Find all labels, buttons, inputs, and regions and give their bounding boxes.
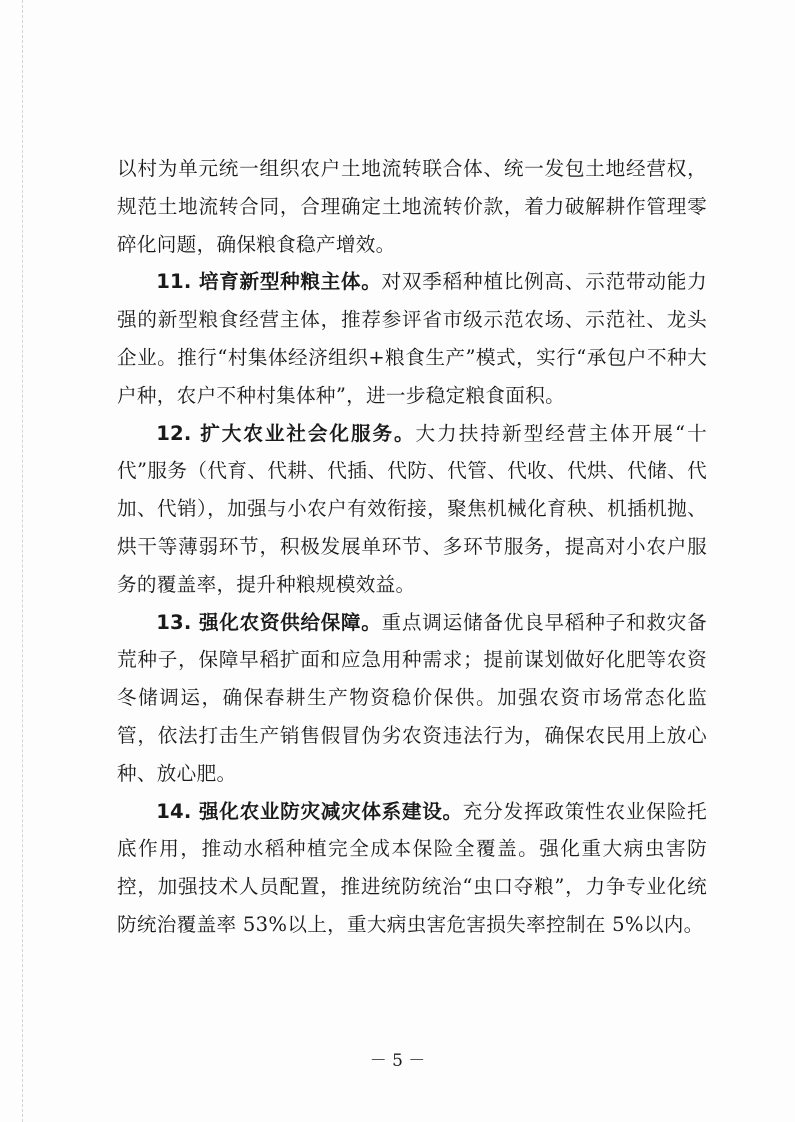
paragraph-text: 对双季稻种植比例高、示范带动能力强的新型粮食经营主体，推荐参评省市级示范农场、示范社、龙头企业。推行“村集体经济组织+粮食生产”模式，实行“承包户不种大户种，农户不种村集体种”，进一步稳定粮食面积。 bbox=[117, 270, 707, 407]
paragraph-continuation bbox=[117, 150, 707, 263]
paragraph-item-14 bbox=[117, 793, 707, 944]
paragraph-item-12 bbox=[117, 415, 707, 604]
paragraph-heading: 13. 强化农资供给保障。 bbox=[156, 610, 382, 634]
paragraph-heading: 11. 培育新型种粮主体。 bbox=[156, 270, 382, 294]
paragraph-text: 大力扶持新型经营主体开展“十代”服务（代育、代耕、代插、代防、代管、代收、代烘、代储、代加、代销），加强与小农户有效衔接，聚焦机械化育秧、机插机抛、烘干等薄弱环节，积极发展单环节、多环节服务，提高对小农户服务的覆盖率，提升种粮规模效益。 bbox=[117, 421, 707, 596]
paragraph-item-13 bbox=[117, 604, 707, 793]
paragraph-text: 充分发挥政策性农业保险托底作用，推动水稻种植完全成本保险全覆盖。强化重大病虫害防控，加强技术人员配置，推进统防统治“虫口夺粮”，力争专业化统防统治覆盖率 53%以上，重大病虫害危害损失率控制在 5%以内。 bbox=[117, 799, 707, 936]
scan-margin-line bbox=[22, 0, 24, 1122]
paragraph-text: 以村为单元统一组织农户土地流转联合体、统一发包土地经营权，规范土地流转合同，合理确定土地流转价款，着力破解耕作管理零碎化问题，确保粮食稳产增效。 bbox=[117, 157, 707, 256]
page-number: － 5 － bbox=[369, 1051, 426, 1071]
paragraph-text: 重点调运储备优良早稻种子和救灾备荒种子，保障早稻扩面和应急用种需求；提前谋划做好化肥等农资冬储调运，确保春耕生产物资稳价保供。加强农资市场常态化监管，依法打击生产销售假冒伪劣农资违法行为，确保农民用上放心种、放心肥。 bbox=[117, 610, 707, 785]
paragraph-heading: 14. 强化农业防灾减灾体系建设。 bbox=[156, 799, 463, 823]
body-text bbox=[117, 150, 707, 944]
paragraph-heading: 12. 扩大农业社会化服务。 bbox=[156, 421, 416, 445]
paragraph-item-11 bbox=[117, 263, 707, 414]
